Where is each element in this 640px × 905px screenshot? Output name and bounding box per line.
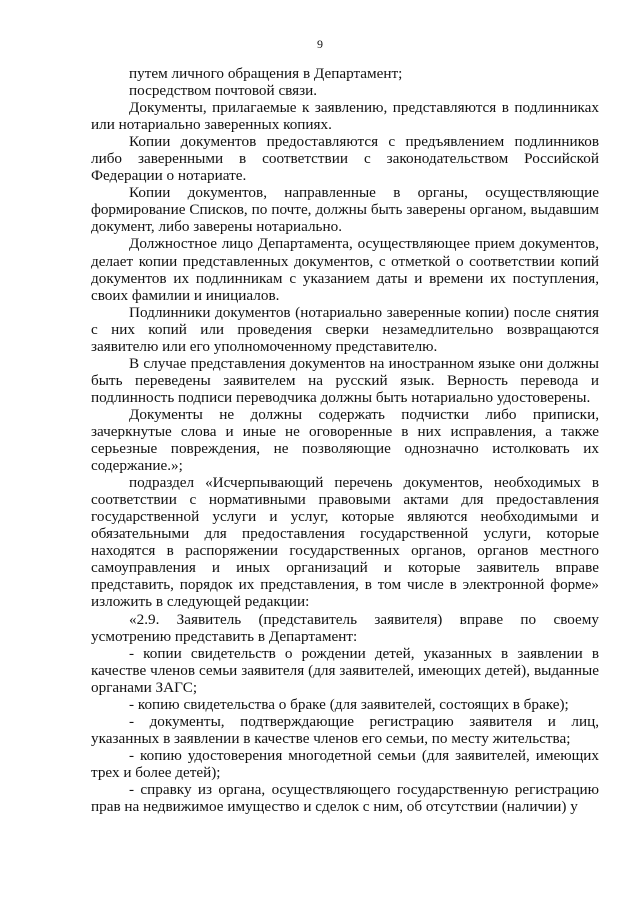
paragraph-clause-2-9: «2.9. Заявитель (представитель заявителя) вправе по своему усмотрению представить в Департамент:	[91, 610, 599, 645]
list-item-marriage-certificate: - копию свидетельства о браке (для заявителей, состоящих в браке);	[129, 695, 569, 713]
list-item-registration-documents: - документы, подтверждающие регистрацию заявителя и лиц, указанных в заявлении в качестве членов его семьи, по месту жительства;	[91, 712, 599, 747]
paragraph-foreign-language: В случае представления документов на иностранном языке они должны быть переведены заявителем на русский язык. Верность перевода и подлинность подписи переводчика должны быть нотариально удостоверены.	[91, 354, 599, 406]
paragraph-copies-by-mail: Копии документов, направленные в органы, осуществляющие формирование Списков, по почте, должны быть заверены органом, выдавшим документ, либо заверены нотариально.	[91, 184, 599, 236]
paragraph-no-corrections: Документы не должны содержать подчистки либо приписки, зачеркнутые слова и иные не оговоренные в них исправления, а также серьезные повреждения, не позволяющие однозначно истолковать их содержание.»;	[91, 405, 599, 475]
list-item-birth-certificates: - копии свидетельств о рождении детей, указанных в заявлении в качестве членов семьи заявителя (для заявителей, имеющих детей), выданные органами ЗАГС;	[91, 644, 599, 696]
page-number: 9	[317, 37, 323, 51]
document-body	[91, 65, 599, 815]
paragraph-delivery-in-person: путем личного обращения в Департамент;	[129, 65, 403, 82]
list-item-large-family-certificate: - копию удостоверения многодетной семьи (для заявителей, имеющих трех и более детей);	[91, 746, 599, 781]
paragraph-delivery-post: посредством почтовой связи.	[129, 82, 318, 100]
list-item-property-reference: - справку из органа, осуществляющего государственную регистрацию прав на недвижимое имущество и сделок с ним, об отсутствии (наличии) у	[91, 780, 599, 816]
paragraph-originals-or-copies: Документы, прилагаемые к заявлению, представляются в подлинниках или нотариально заверенных копиях.	[91, 99, 599, 134]
paragraph-copies-with-originals: Копии документов предоставляются с предъявлением подлинников либо заверенными в соответствии с законодательством Российской Федерации о нотариате.	[91, 133, 599, 185]
paragraph-originals-returned: Подлинники документов (нотариально заверенные копии) после снятия с них копий или проведения сверки незамедлительно возвращаются заявителю или его уполномоченному представителю.	[91, 303, 599, 355]
paragraph-official-makes-copies: Должностное лицо Департамента, осуществляющее прием документов, делает копии представленных документов, с отметкой о соответствии копий документов их подлинникам с указанием даты и времени их поступления, своих фамилии и инициалов.	[91, 235, 599, 304]
paragraph-subsection-amendment: подраздел «Исчерпывающий перечень документов, необходимых в соответствии с нормативными правовыми актами для предоставления государственной услуги и услуг, которые являются необходимыми и обязательными для предоставления государственной услуги, которые находятся в распоряжении государственных органов, органов местного самоуправления и иных организаций и которые заявитель вправе представить, порядок их представления, в том числе в электронной форме» изложить в следующей редакции:	[91, 474, 599, 611]
